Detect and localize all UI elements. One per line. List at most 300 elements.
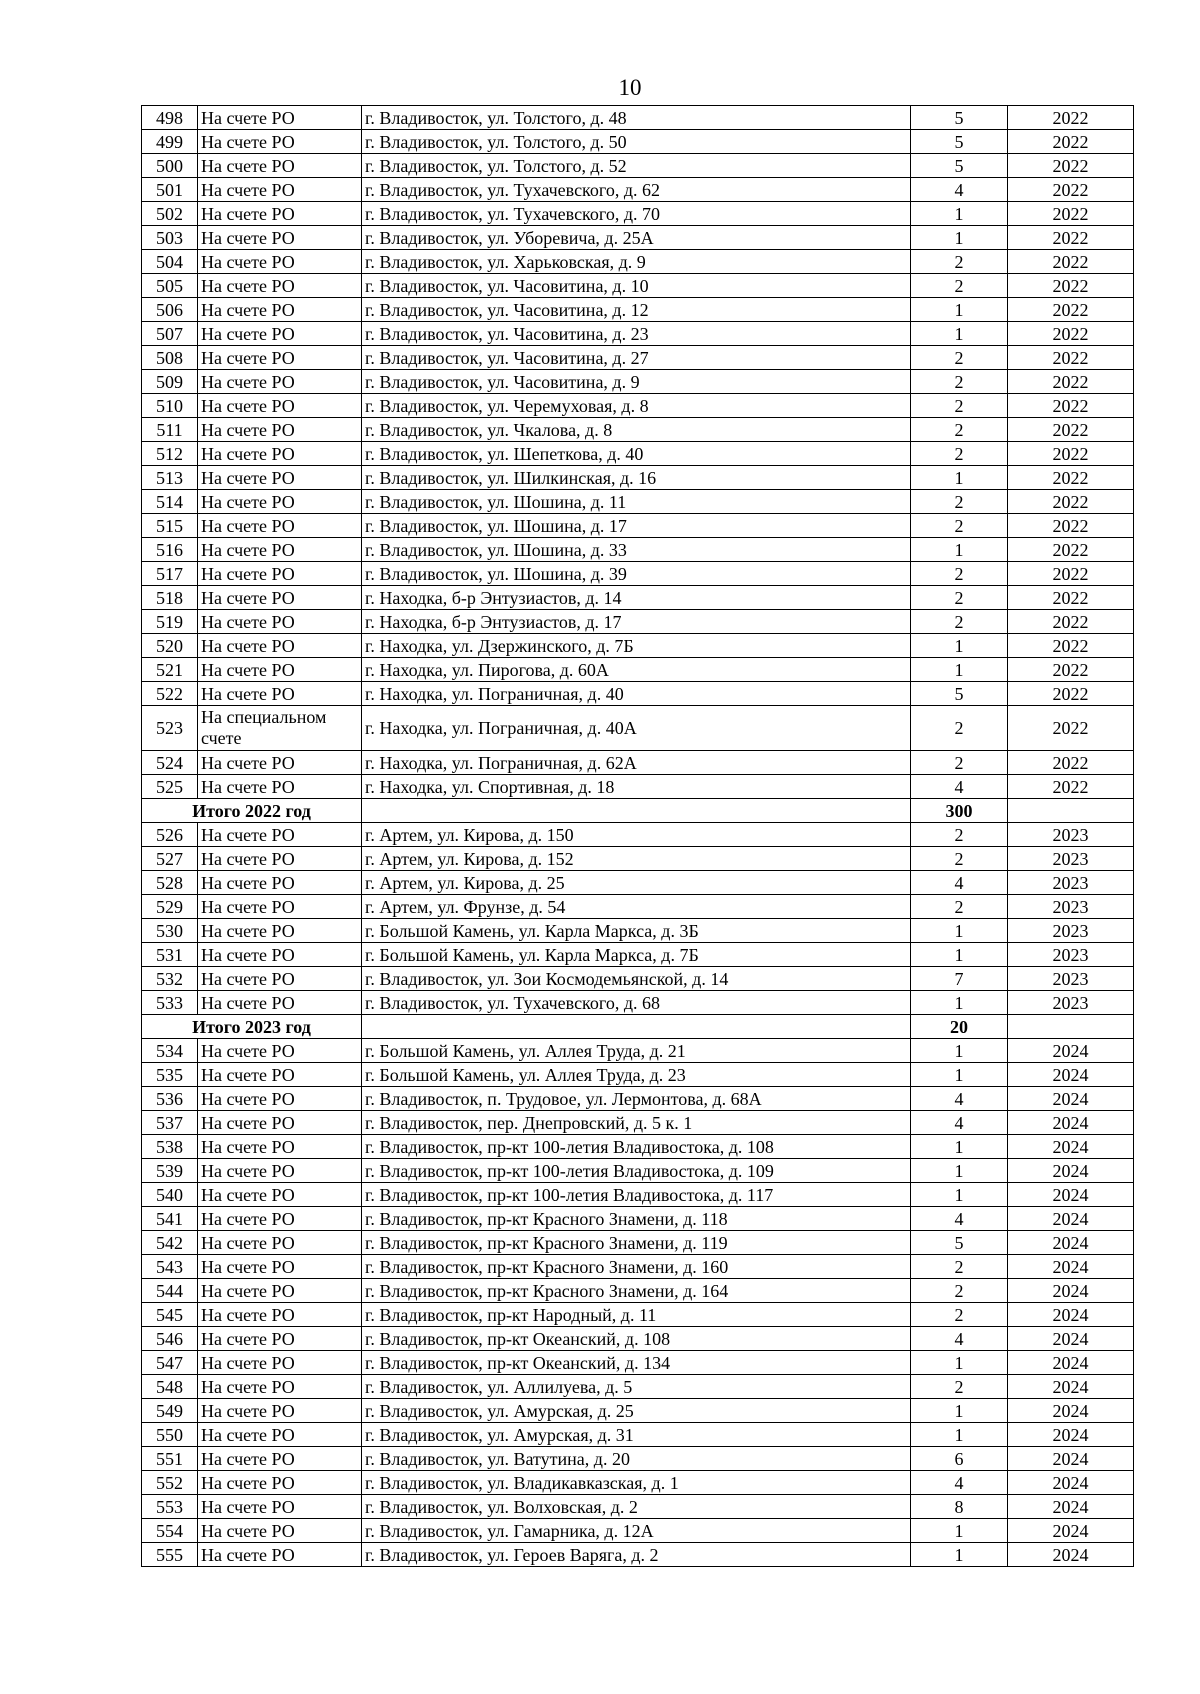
address: г. Владивосток, пр-кт 100-летия Владивостока, д. 117 [362,1183,911,1207]
row-number: 505 [142,274,198,298]
quantity: 5 [911,154,1008,178]
quantity: 1 [911,919,1008,943]
year: 2022 [1008,322,1134,346]
quantity: 1 [911,466,1008,490]
row-number: 548 [142,1375,198,1399]
row-number: 540 [142,1183,198,1207]
account-type: На счете РО [198,1399,362,1423]
table-row [142,1255,1134,1279]
address: г. Артем, ул. Кирова, д. 150 [362,823,911,847]
year: 2024 [1008,1471,1134,1495]
table-row [142,1519,1134,1543]
row-number: 541 [142,1207,198,1231]
year: 2023 [1008,847,1134,871]
table-row [142,538,1134,562]
account-type: На счете РО [198,1183,362,1207]
quantity: 1 [911,202,1008,226]
year: 2024 [1008,1183,1134,1207]
quantity: 4 [911,1111,1008,1135]
year: 2022 [1008,682,1134,706]
account-type: На счете РО [198,1471,362,1495]
row-number: 532 [142,967,198,991]
row-number: 547 [142,1351,198,1375]
year: 2023 [1008,991,1134,1015]
row-number: 529 [142,895,198,919]
address: г. Находка, ул. Пограничная, д. 62А [362,751,911,775]
year: 2022 [1008,634,1134,658]
year: 2024 [1008,1327,1134,1351]
row-number: 554 [142,1519,198,1543]
row-number: 504 [142,250,198,274]
year: 2022 [1008,538,1134,562]
address: г. Артем, ул. Кирова, д. 152 [362,847,911,871]
account-type: На счете РО [198,1231,362,1255]
quantity: 4 [911,1207,1008,1231]
address: г. Владивосток, пер. Днепровский, д. 5 к. 1 [362,1111,911,1135]
account-type: На счете РО [198,751,362,775]
address: г. Большой Камень, ул. Аллея Труда, д. 23 [362,1063,911,1087]
quantity: 5 [911,682,1008,706]
subtotal-empty-cell [362,799,911,823]
table-row [142,1375,1134,1399]
account-type: На счете РО [198,514,362,538]
row-number: 513 [142,466,198,490]
quantity: 1 [911,298,1008,322]
table-row [142,346,1134,370]
address: г. Владивосток, пр-кт Океанский, д. 108 [362,1327,911,1351]
address: г. Находка, ул. Дзержинского, д. 7Б [362,634,911,658]
account-type: На счете РО [198,1159,362,1183]
account-type: На счете РО [198,274,362,298]
quantity: 5 [911,106,1008,130]
account-type: На счете РО [198,1303,362,1327]
table-row [142,1231,1134,1255]
address: г. Владивосток, пр-кт Красного Знамени, д. 164 [362,1279,911,1303]
year: 2022 [1008,442,1134,466]
quantity: 2 [911,895,1008,919]
subtotal-qty: 300 [911,799,1008,823]
year: 2024 [1008,1543,1134,1567]
table-row [142,490,1134,514]
row-number: 500 [142,154,198,178]
year: 2022 [1008,775,1134,799]
table-row [142,943,1134,967]
year: 2024 [1008,1255,1134,1279]
table-row [142,250,1134,274]
account-type: На счете РО [198,130,362,154]
row-number: 543 [142,1255,198,1279]
address: г. Владивосток, ул. Шошина, д. 39 [362,562,911,586]
row-number: 514 [142,490,198,514]
table-row [142,751,1134,775]
table-row [142,394,1134,418]
table-row [142,226,1134,250]
account-type: На счете РО [198,1423,362,1447]
year: 2023 [1008,967,1134,991]
quantity: 2 [911,562,1008,586]
year: 2022 [1008,106,1134,130]
account-type: На счете РО [198,202,362,226]
row-number: 503 [142,226,198,250]
register-table-body [142,106,1134,1567]
year: 2022 [1008,202,1134,226]
quantity: 1 [911,1135,1008,1159]
row-number: 539 [142,1159,198,1183]
address: г. Владивосток, п. Трудовое, ул. Лермонтова, д. 68А [362,1087,911,1111]
quantity: 4 [911,775,1008,799]
quantity: 4 [911,1471,1008,1495]
row-number: 555 [142,1543,198,1567]
subtotal-label: Итого 2023 год [142,1015,362,1039]
address: г. Владивосток, ул. Амурская, д. 31 [362,1423,911,1447]
address: г. Владивосток, ул. Черемуховая, д. 8 [362,394,911,418]
year: 2023 [1008,895,1134,919]
year: 2022 [1008,130,1134,154]
account-type: На счете РО [198,298,362,322]
account-type: На счете РО [198,154,362,178]
row-number: 527 [142,847,198,871]
year: 2023 [1008,871,1134,895]
row-number: 516 [142,538,198,562]
row-number: 537 [142,1111,198,1135]
year: 2024 [1008,1159,1134,1183]
row-number: 499 [142,130,198,154]
row-number: 533 [142,991,198,1015]
row-number: 553 [142,1495,198,1519]
account-type: На счете РО [198,943,362,967]
table-row [142,1351,1134,1375]
account-type: На счете РО [198,1087,362,1111]
year: 2024 [1008,1519,1134,1543]
address: г. Владивосток, ул. Зои Космодемьянской, д. 14 [362,967,911,991]
subtotal-empty-cell [362,1015,911,1039]
quantity: 1 [911,1423,1008,1447]
quantity: 2 [911,706,1008,751]
address: г. Владивосток, ул. Шилкинская, д. 16 [362,466,911,490]
subtotal-empty-cell [1008,799,1134,823]
quantity: 2 [911,418,1008,442]
address: г. Владивосток, пр-кт Красного Знамени, д. 160 [362,1255,911,1279]
quantity: 2 [911,1303,1008,1327]
address: г. Владивосток, ул. Толстого, д. 50 [362,130,911,154]
row-number: 546 [142,1327,198,1351]
table-row [142,586,1134,610]
row-number: 536 [142,1087,198,1111]
address: г. Владивосток, ул. Аллилуева, д. 5 [362,1375,911,1399]
quantity: 1 [911,226,1008,250]
row-number: 508 [142,346,198,370]
table-row [142,847,1134,871]
table-row [142,1423,1134,1447]
quantity: 2 [911,514,1008,538]
table-row [142,871,1134,895]
quantity: 7 [911,967,1008,991]
row-number: 517 [142,562,198,586]
quantity: 2 [911,586,1008,610]
row-number: 520 [142,634,198,658]
row-number: 549 [142,1399,198,1423]
year: 2022 [1008,370,1134,394]
account-type: На счете РО [198,1111,362,1135]
row-number: 552 [142,1471,198,1495]
account-type: На счете РО [198,775,362,799]
table-row [142,1279,1134,1303]
account-type: На счете РО [198,847,362,871]
row-number: 530 [142,919,198,943]
year: 2024 [1008,1351,1134,1375]
account-type: На счете РО [198,226,362,250]
year: 2022 [1008,178,1134,202]
year: 2022 [1008,394,1134,418]
year: 2023 [1008,823,1134,847]
account-type: На специальном счете [198,706,362,751]
account-type: На счете РО [198,418,362,442]
address: г. Владивосток, ул. Толстого, д. 48 [362,106,911,130]
account-type: На счете РО [198,346,362,370]
quantity: 5 [911,1231,1008,1255]
year: 2022 [1008,514,1134,538]
address: г. Владивосток, ул. Шепеткова, д. 40 [362,442,911,466]
account-type: На счете РО [198,919,362,943]
account-type: На счете РО [198,1519,362,1543]
quantity: 1 [911,322,1008,346]
account-type: На счете РО [198,538,362,562]
table-row [142,370,1134,394]
account-type: На счете РО [198,562,362,586]
year: 2022 [1008,346,1134,370]
year: 2024 [1008,1447,1134,1471]
account-type: На счете РО [198,586,362,610]
address: г. Большой Камень, ул. Карла Маркса, д. 7Б [362,943,911,967]
table-row [142,895,1134,919]
address: г. Владивосток, ул. Часовитина, д. 9 [362,370,911,394]
row-number: 501 [142,178,198,202]
table-row [142,775,1134,799]
quantity: 4 [911,1327,1008,1351]
address: г. Владивосток, ул. Часовитина, д. 12 [362,298,911,322]
quantity: 5 [911,130,1008,154]
quantity: 1 [911,1543,1008,1567]
table-row [142,418,1134,442]
address: г. Находка, ул. Спортивная, д. 18 [362,775,911,799]
quantity: 1 [911,1519,1008,1543]
year: 2023 [1008,919,1134,943]
table-row [142,178,1134,202]
account-type: На счете РО [198,1279,362,1303]
account-type: На счете РО [198,322,362,346]
quantity: 1 [911,1039,1008,1063]
quantity: 2 [911,610,1008,634]
address: г. Владивосток, пр-кт Океанский, д. 134 [362,1351,911,1375]
table-row [142,682,1134,706]
account-type: На счете РО [198,466,362,490]
address: г. Владивосток, ул. Гамарника, д. 12А [362,1519,911,1543]
table-row [142,298,1134,322]
table-row [142,1543,1134,1567]
year: 2024 [1008,1423,1134,1447]
address: г. Большой Камень, ул. Карла Маркса, д. 3Б [362,919,911,943]
table-row [142,154,1134,178]
account-type: На счете РО [198,991,362,1015]
year: 2024 [1008,1495,1134,1519]
row-number: 524 [142,751,198,775]
account-type: На счете РО [198,370,362,394]
row-number: 528 [142,871,198,895]
year: 2024 [1008,1135,1134,1159]
account-type: На счете РО [198,394,362,418]
year: 2024 [1008,1207,1134,1231]
account-type: На счете РО [198,967,362,991]
year: 2022 [1008,751,1134,775]
table-row [142,919,1134,943]
year: 2022 [1008,706,1134,751]
quantity: 2 [911,751,1008,775]
address: г. Владивосток, пр-кт 100-летия Владивостока, д. 109 [362,1159,911,1183]
account-type: На счете РО [198,250,362,274]
year: 2022 [1008,658,1134,682]
quantity: 1 [911,1159,1008,1183]
address: г. Владивосток, ул. Тухачевского, д. 62 [362,178,911,202]
table-row [142,322,1134,346]
register-table [141,105,1134,1567]
year: 2023 [1008,943,1134,967]
table-row [142,1159,1134,1183]
row-number: 544 [142,1279,198,1303]
year: 2024 [1008,1063,1134,1087]
year: 2022 [1008,466,1134,490]
row-number: 545 [142,1303,198,1327]
address: г. Владивосток, ул. Тухачевского, д. 70 [362,202,911,226]
quantity: 2 [911,847,1008,871]
account-type: На счете РО [198,106,362,130]
account-type: На счете РО [198,658,362,682]
year: 2022 [1008,154,1134,178]
quantity: 2 [911,442,1008,466]
table-row [142,1399,1134,1423]
address: г. Владивосток, пр-кт Красного Знамени, д. 118 [362,1207,911,1231]
address: г. Владивосток, ул. Часовитина, д. 23 [362,322,911,346]
address: г. Владивосток, ул. Владикавказская, д. 1 [362,1471,911,1495]
row-number: 511 [142,418,198,442]
page-number: 10 [618,75,642,100]
account-type: На счете РО [198,1135,362,1159]
year: 2022 [1008,298,1134,322]
row-number: 523 [142,706,198,751]
table-row [142,1063,1134,1087]
year: 2022 [1008,274,1134,298]
address: г. Владивосток, ул. Героев Варяга, д. 2 [362,1543,911,1567]
account-type: На счете РО [198,442,362,466]
table-row [142,1303,1134,1327]
account-type: На счете РО [198,1543,362,1567]
row-number: 550 [142,1423,198,1447]
account-type: На счете РО [198,823,362,847]
account-type: На счете РО [198,490,362,514]
address: г. Владивосток, ул. Часовитина, д. 27 [362,346,911,370]
account-type: На счете РО [198,895,362,919]
quantity: 2 [911,490,1008,514]
account-type: На счете РО [198,634,362,658]
year: 2024 [1008,1303,1134,1327]
table-row [142,991,1134,1015]
table-row [142,442,1134,466]
table-row [142,562,1134,586]
account-type: На счете РО [198,1063,362,1087]
address: г. Артем, ул. Фрунзе, д. 54 [362,895,911,919]
quantity: 2 [911,250,1008,274]
quantity: 1 [911,1351,1008,1375]
quantity: 2 [911,1255,1008,1279]
subtotal-label: Итого 2022 год [142,799,362,823]
table-row [142,202,1134,226]
quantity: 2 [911,346,1008,370]
address: г. Владивосток, ул. Шошина, д. 33 [362,538,911,562]
row-number: 538 [142,1135,198,1159]
row-number: 506 [142,298,198,322]
row-number: 518 [142,586,198,610]
address: г. Владивосток, ул. Харьковская, д. 9 [362,250,911,274]
year: 2022 [1008,490,1134,514]
table-row [142,706,1134,751]
address: г. Находка, б-р Энтузиастов, д. 17 [362,610,911,634]
address: г. Владивосток, ул. Толстого, д. 52 [362,154,911,178]
address: г. Владивосток, ул. Часовитина, д. 10 [362,274,911,298]
account-type: На счете РО [198,682,362,706]
row-number: 502 [142,202,198,226]
address: г. Владивосток, ул. Шошина, д. 17 [362,514,911,538]
year: 2022 [1008,226,1134,250]
account-type: На счете РО [198,1447,362,1471]
table-row [142,610,1134,634]
table-row [142,1471,1134,1495]
row-number: 498 [142,106,198,130]
row-number: 525 [142,775,198,799]
quantity: 1 [911,943,1008,967]
row-number: 519 [142,610,198,634]
address: г. Владивосток, ул. Тухачевского, д. 68 [362,991,911,1015]
year: 2024 [1008,1375,1134,1399]
table-row [142,466,1134,490]
row-number: 510 [142,394,198,418]
account-type: На счете РО [198,1207,362,1231]
table-row [142,658,1134,682]
quantity: 2 [911,1375,1008,1399]
account-type: На счете РО [198,871,362,895]
quantity: 1 [911,538,1008,562]
quantity: 8 [911,1495,1008,1519]
table-row [142,823,1134,847]
quantity: 2 [911,823,1008,847]
row-number: 512 [142,442,198,466]
row-number: 531 [142,943,198,967]
table-row [142,1183,1134,1207]
table-row [142,634,1134,658]
account-type: На счете РО [198,1039,362,1063]
year: 2024 [1008,1087,1134,1111]
table-row [142,130,1134,154]
table-row [142,1039,1134,1063]
row-number: 522 [142,682,198,706]
quantity: 4 [911,178,1008,202]
quantity: 6 [911,1447,1008,1471]
year: 2024 [1008,1111,1134,1135]
subtotal-empty-cell [1008,1015,1134,1039]
quantity: 1 [911,991,1008,1015]
address: г. Находка, б-р Энтузиастов, д. 14 [362,586,911,610]
subtotal-qty: 20 [911,1015,1008,1039]
row-number: 521 [142,658,198,682]
table-row [142,514,1134,538]
